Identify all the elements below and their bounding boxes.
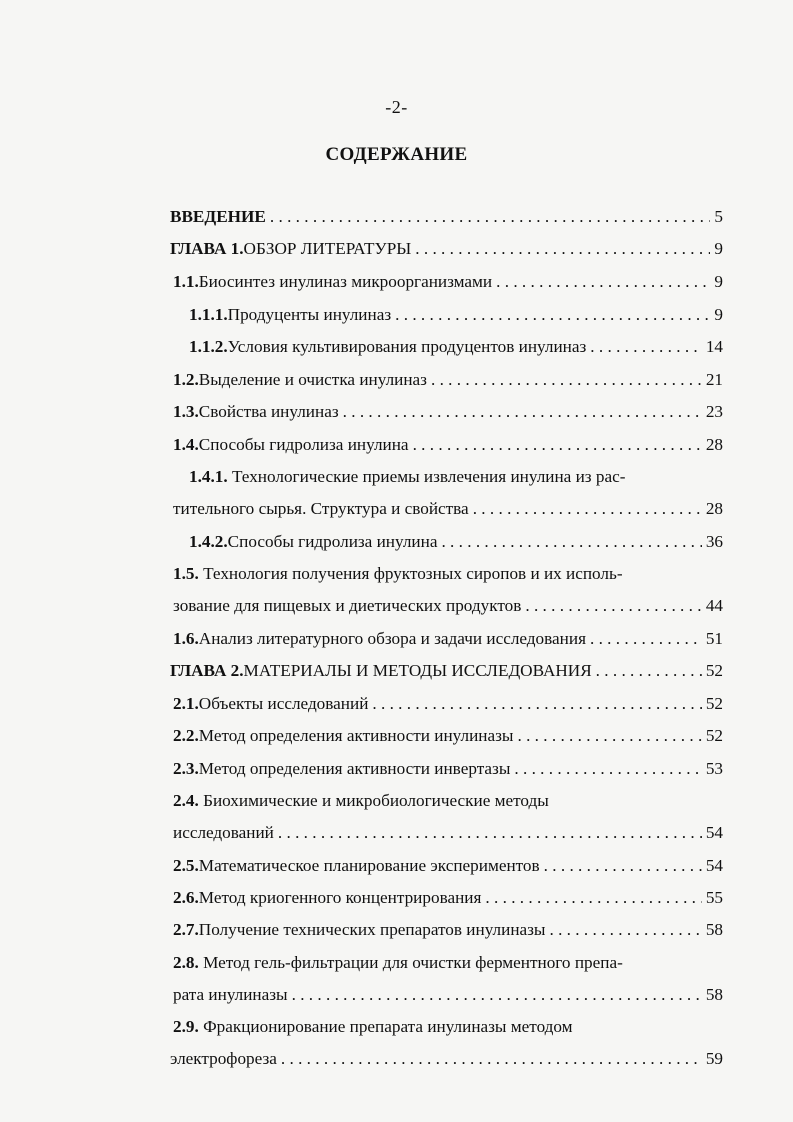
toc-entry-title: Анализ литературного обзора и задачи исследования <box>198 629 586 648</box>
leader-dots <box>281 1047 702 1071</box>
toc-entry-number: 1.2. <box>173 370 199 389</box>
toc-entry-title: Математическое планирование экспериментов <box>198 856 540 875</box>
toc-entry-number: 2.1. <box>173 694 199 713</box>
leader-dots <box>441 530 701 554</box>
leader-dots <box>596 659 702 683</box>
leader-dots <box>270 205 711 229</box>
toc-entry-title: Технология получения фруктозных сиропов и их исполь- <box>198 564 623 583</box>
toc-entry-page: 54 <box>705 856 723 875</box>
leader-dots <box>485 886 701 910</box>
leader-dots <box>549 918 701 942</box>
toc-entry-title: Метод гель-фильтрации для очистки ферментного препа- <box>198 953 623 972</box>
leader-dots <box>544 854 702 878</box>
toc-entry-number: 2.6. <box>173 888 199 907</box>
toc-entry <box>170 1047 723 1071</box>
toc-entry-number: 2.3. <box>173 759 199 778</box>
toc-entry-title: Метод криогенного концентрирования <box>198 888 482 907</box>
toc-entry-title: Объекты исследований <box>198 694 369 713</box>
toc-entry-continuation: рата инулиназы <box>173 985 288 1004</box>
toc-entry-page: 53 <box>705 759 723 778</box>
toc-entry <box>173 433 723 457</box>
toc-entry-title: МАТЕРИАЛЫ И МЕТОДЫ ИССЛЕДОВАНИЯ <box>243 661 592 680</box>
toc-entry <box>173 886 723 910</box>
leader-dots <box>292 983 702 1007</box>
toc-entry <box>170 659 723 683</box>
toc-entry-title: Свойства инулиназ <box>198 402 339 421</box>
toc-entry-title: Фракционирование препарата инулиназы методом <box>198 1017 573 1036</box>
toc-entry-number: 2.4. <box>173 791 199 810</box>
toc-entry-number: 1.3. <box>173 402 199 421</box>
toc-entry-page: 51 <box>705 629 723 648</box>
toc-entry <box>189 303 723 327</box>
toc-entry-first-line <box>189 465 625 489</box>
toc-entry <box>173 918 723 942</box>
toc-entry-title: Биохимические и микробиологические методы <box>198 791 549 810</box>
toc-entry <box>173 368 723 392</box>
toc-entry-page: 28 <box>705 499 723 518</box>
toc-entry-title: Технологические приемы извлечения инулина из рас- <box>227 467 626 486</box>
toc-entry <box>170 205 723 229</box>
toc-entry-continuation: электрофореза <box>170 1049 277 1068</box>
toc-entry-first-line <box>173 1015 573 1039</box>
toc-entry <box>189 530 723 554</box>
toc-entry-number: ГЛАВА 2. <box>170 661 244 680</box>
toc-entry-page: 9 <box>714 305 723 324</box>
toc-entry-first-line <box>173 562 623 586</box>
toc-entry-number: 1.5. <box>173 564 199 583</box>
toc-entry-number: 1.1.2. <box>189 337 228 356</box>
toc-entry <box>173 627 723 651</box>
toc-entry-number: 1.4.2. <box>189 532 228 551</box>
leader-dots <box>395 303 710 327</box>
toc-entry-page: 59 <box>705 1049 723 1068</box>
toc-entry-page: 5 <box>714 207 723 226</box>
leader-dots <box>496 270 710 294</box>
toc-entry <box>173 400 723 424</box>
toc-entry-number: 2.9. <box>173 1017 199 1036</box>
toc-entry-page: 55 <box>705 888 723 907</box>
leader-dots <box>473 497 702 521</box>
toc-entry-title: Способы гидролиза инулина <box>227 532 438 551</box>
toc-entry-page: 58 <box>705 985 723 1004</box>
toc-entry <box>173 757 723 781</box>
toc-entry <box>173 983 723 1007</box>
toc-entry-page: 44 <box>705 596 723 615</box>
toc-entry-page: 36 <box>705 532 723 551</box>
leader-dots <box>278 821 702 845</box>
leader-dots <box>525 594 701 618</box>
toc-entry <box>170 237 723 261</box>
toc-entry <box>173 854 723 878</box>
leader-dots <box>431 368 702 392</box>
toc-entry-title: Способы гидролиза инулина <box>198 435 409 454</box>
leader-dots <box>415 237 710 261</box>
leader-dots <box>514 757 701 781</box>
leader-dots <box>517 724 701 748</box>
leader-dots <box>590 627 702 651</box>
page-title: СОДЕРЖАНИЕ <box>325 144 468 165</box>
toc-entry-page: 52 <box>705 661 723 680</box>
toc-entry <box>173 821 723 845</box>
toc-entry-number: 2.8. <box>173 953 199 972</box>
leader-dots <box>590 335 702 359</box>
toc-entry-title: Условия культивирования продуцентов инулиназ <box>227 337 587 356</box>
page-number: -2- <box>385 97 408 117</box>
toc-entry <box>173 692 723 716</box>
leader-dots <box>413 433 702 457</box>
toc-entry-number: 1.4.1. <box>189 467 228 486</box>
toc-entry-number: 1.4. <box>173 435 199 454</box>
toc-entry-number: 1.1.1. <box>189 305 228 324</box>
toc-entry-number: 2.5. <box>173 856 199 875</box>
toc-entry <box>173 270 723 294</box>
toc-entry-page: 28 <box>705 435 723 454</box>
toc-entry-number: 2.2. <box>173 726 199 745</box>
toc-entry-number: 2.7. <box>173 920 199 939</box>
toc-entry-title: Выделение и очистка инулиназ <box>198 370 427 389</box>
toc-entry-page: 58 <box>705 920 723 939</box>
toc-entry <box>173 594 723 618</box>
toc-entry <box>173 497 723 521</box>
toc-entry-number: ВВЕДЕНИЕ <box>170 207 266 226</box>
toc-entry-title: Метод определения активности инулиназы <box>198 726 514 745</box>
toc-entry-continuation: тительного сырья. Структура и свойства <box>173 499 469 518</box>
toc-entry-page: 52 <box>705 694 723 713</box>
toc-entry <box>189 335 723 359</box>
toc-entry-title: ОБЗОР ЛИТЕРАТУРЫ <box>243 239 412 258</box>
toc-entry-page: 9 <box>714 239 723 258</box>
toc-entry-first-line <box>173 951 623 975</box>
toc-entry-continuation: исследований <box>173 823 274 842</box>
toc-entry-title: Метод определения активности инвертазы <box>198 759 511 778</box>
toc-entry-number: 1.1. <box>173 272 199 291</box>
toc-entry-page: 14 <box>705 337 723 356</box>
toc-entry-number: 1.6. <box>173 629 199 648</box>
toc-entry-page: 54 <box>705 823 723 842</box>
toc-entry-title: Биосинтез инулиназ микроорганизмами <box>198 272 493 291</box>
toc-entry-title: Получение технических препаратов инулиназы <box>198 920 546 939</box>
toc-entry-page: 9 <box>714 272 723 291</box>
toc-entry-continuation: зование для пищевых и диетических продуктов <box>173 596 522 615</box>
toc-entry-page: 21 <box>705 370 723 389</box>
leader-dots <box>343 400 702 424</box>
toc-entry-number: ГЛАВА 1. <box>170 239 244 258</box>
toc-entry-title: Продуценты инулиназ <box>227 305 392 324</box>
toc-entry-first-line <box>173 789 549 813</box>
leader-dots <box>372 692 701 716</box>
toc-entry <box>173 724 723 748</box>
toc-entry-page: 52 <box>705 726 723 745</box>
toc-entry-page: 23 <box>705 402 723 421</box>
